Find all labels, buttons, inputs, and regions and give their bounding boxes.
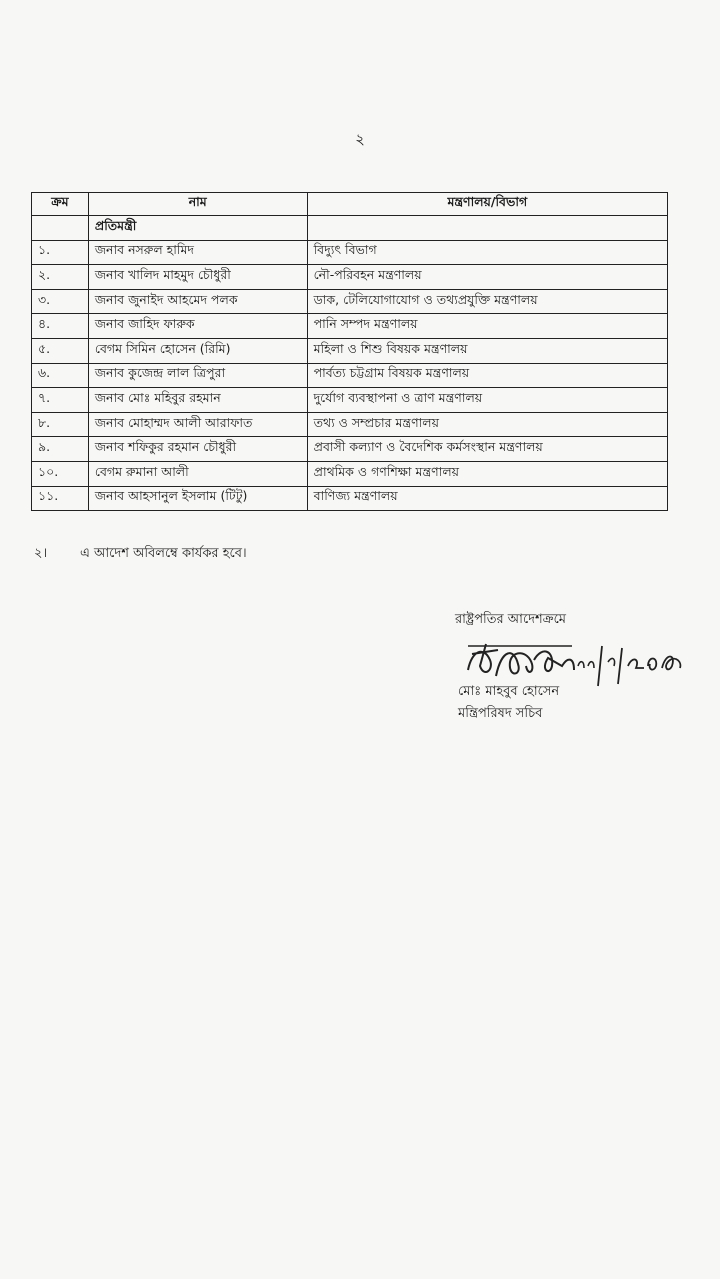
row-ministry: প্রবাসী কল্যাণ ও বৈদেশিক কর্মসংস্থান মন্ত্রণালয় [307,437,667,462]
table-row [32,486,668,511]
row-serial: ২. [32,265,89,290]
table-row [32,461,668,486]
row-ministry: নৌ-পরিবহন মন্ত্রণালয় [307,265,667,290]
row-name: জনাব খালিদ মাহমুদ চৌধুরী [88,265,307,290]
clause-text: এ আদেশ অবিলম্বে কার্যকর হবে। [80,546,247,561]
table-row [32,363,668,388]
row-serial: ১. [32,240,89,265]
clause [34,544,247,565]
row-ministry: প্রাথমিক ও গণশিক্ষা মন্ত্রণালয় [307,461,667,486]
row-ministry: ডাক, টেলিযোগাযোগ ও তথ্যপ্রযুক্তি মন্ত্রণালয় [307,289,667,314]
row-serial: ১১. [32,486,89,511]
row-name: বেগম সিমিন হোসেন (রিমি) [88,338,307,363]
row-ministry: পানি সম্পদ মন্ত্রণালয় [307,314,667,339]
table-row [32,289,668,314]
row-name: জনাব জাহিদ ফারুক [88,314,307,339]
clause-number: ২। [34,546,48,561]
row-name: জনাব মোহাম্মদ আলী আরাফাত [88,412,307,437]
row-serial: ৩. [32,289,89,314]
table-row [32,314,668,339]
row-serial: ৪. [32,314,89,339]
row-name: জনাব মোঃ মহিবুর রহমান [88,388,307,413]
table-row [32,240,668,265]
row-serial: ৭. [32,388,89,413]
row-serial: ১০. [32,461,89,486]
table-row [32,338,668,363]
header-name: নাম [88,193,307,216]
row-serial: ৫. [32,338,89,363]
section-label: প্রতিমন্ত্রী [88,216,307,241]
row-name: জনাব কুজেন্দ্র লাল ত্রিপুরা [88,363,307,388]
section-row [32,216,668,241]
row-ministry: তথ্য ও সম্প্রচার মন্ত্রণালয় [307,412,667,437]
row-ministry: পার্বত্য চট্টগ্রাম বিষয়ক মন্ত্রণালয় [307,363,667,388]
page-number: ২ [355,130,365,148]
row-name: জনাব শফিকুর রহমান চৌধুরী [88,437,307,462]
row-ministry: দুর্যোগ ব্যবস্থাপনা ও ত্রাণ মন্ত্রণালয় [307,388,667,413]
header-serial: ক্রম [32,193,89,216]
row-serial: ৬. [32,363,89,388]
table-row [32,265,668,290]
minister-table [31,192,668,511]
signer-title: মন্ত্রিপরিষদ সচিব [458,706,543,721]
row-name: জনাব নসরুল হামিদ [88,240,307,265]
order-line: রাষ্ট্রপতির আদেশক্রমে [455,612,567,627]
row-ministry: বাণিজ্য মন্ত্রণালয় [307,486,667,511]
row-name: জনাব জুনাইদ আহমেদ পলক [88,289,307,314]
signer-name: মোঃ মাহবুব হোসেন [458,684,560,699]
row-ministry: মহিলা ও শিশু বিষয়ক মন্ত্রণালয় [307,338,667,363]
table-header-row [32,193,668,216]
row-serial: ৮. [32,412,89,437]
table-row [32,437,668,462]
row-ministry: বিদ্যুৎ বিভাগ [307,240,667,265]
row-name: জনাব আহসানুল ইসলাম (টিটু) [88,486,307,511]
table-row [32,412,668,437]
row-name: বেগম রুমানা আলী [88,461,307,486]
header-ministry: মন্ত্রণালয়/বিভাগ [307,193,667,216]
table-row [32,388,668,413]
row-serial: ৯. [32,437,89,462]
